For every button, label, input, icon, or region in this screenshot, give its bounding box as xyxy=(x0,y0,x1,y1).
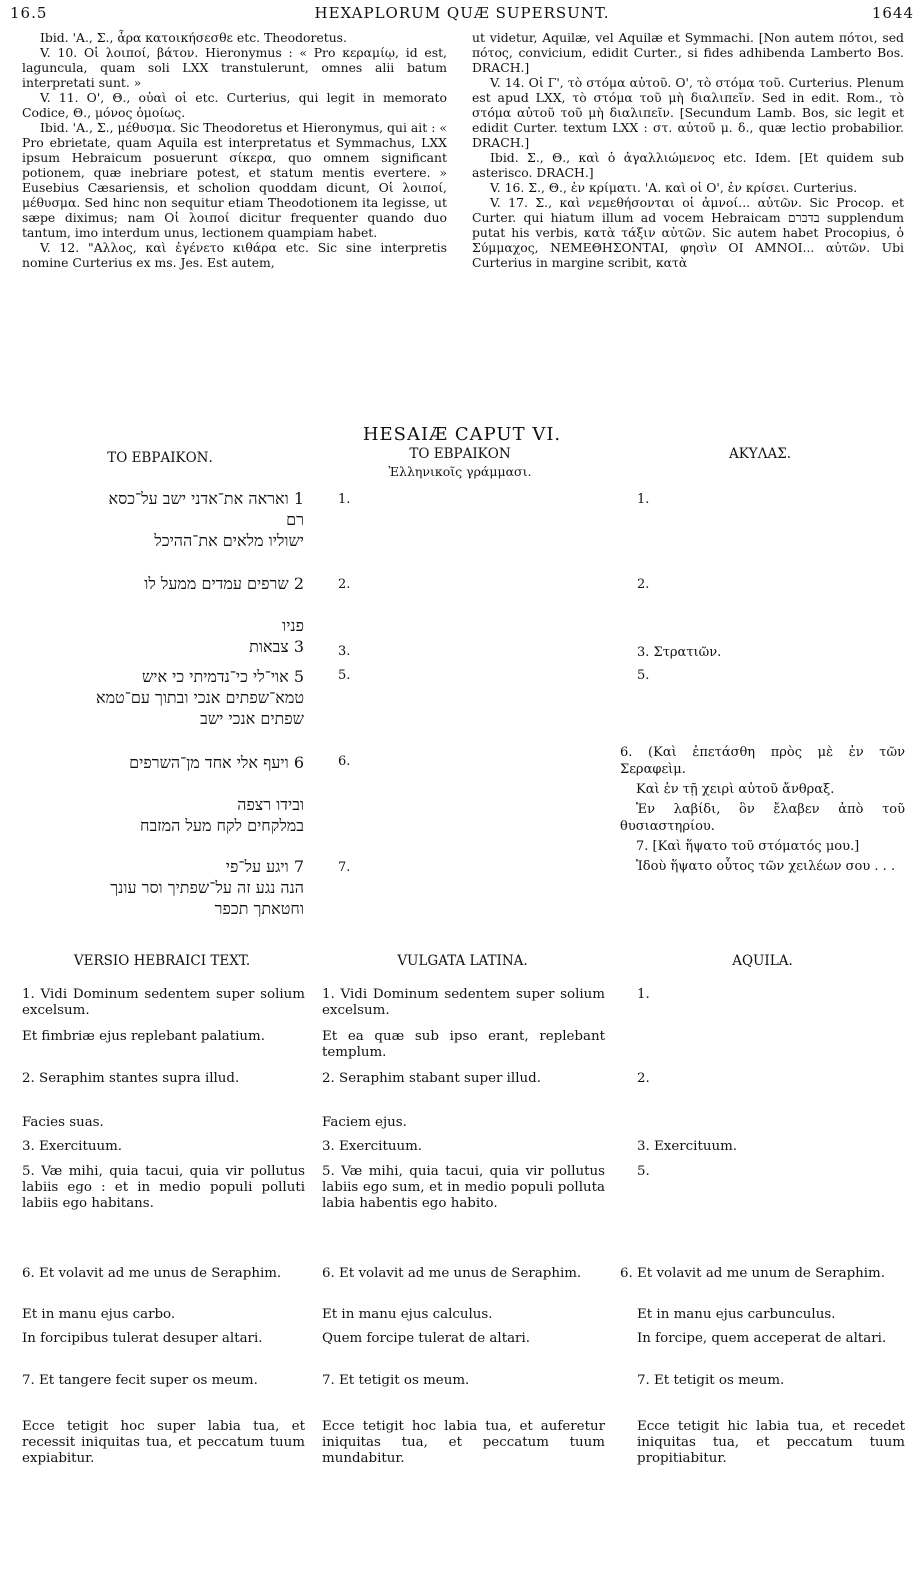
note-paragraph: Ibid. 'Α., Σ., μέθυσμα. Sic Theodoretus et Hieronymus, qui ait : « Pro ebrietate, quam Aquila est interpretatus et Symmachus, LXX ipsum Hebraicum posuerunt σίκερα, quo omnem significant potionem, quæ inebriare potest, et statum mentis evertere. » Eusebius Cæsariensis, et scholion quoddam dicunt, Οἱ λοιποί, μέθυσμα. Sed hinc non sequitur etiam Theodotionem ita legisse, ut sæpe diximus; nam Οἱ λοιποί dicitur frequenter quando duo tantum, imo interdum unus, lectionem quampiam habet. xyxy=(22,120,447,240)
hebrew-line: 3 צבאות xyxy=(249,637,304,656)
notes-column-right xyxy=(472,30,904,270)
hebrew-line: ישוליו מלאים את־ההיכל xyxy=(154,531,304,550)
vulgata-verse-2b: Faciem ejus. xyxy=(322,1115,407,1130)
hebrew-line: במלקחים לקח מעל המזבח xyxy=(139,816,304,835)
aquila-latin-verse-3: 3. Exercituum. xyxy=(637,1139,738,1154)
translit-verse-number: 3. xyxy=(338,644,351,659)
aquila-latin-verse-7b: Ecce tetigit hic labia tua, et recedet iniquitas tua, et peccatum tuum propitiabitur. xyxy=(637,1419,905,1466)
hebrew-verse-5 xyxy=(4,666,304,729)
versio-verse-5: 5. Væ mihi, quia tacui, quia vir pollutus labiis ego : et in medio populi polluti labiis ego habitans. xyxy=(22,1164,305,1211)
versio-verse-1b: Et fimbriæ ejus replebant palatium. xyxy=(22,1029,265,1044)
aquila-latin-verse-6b: Et in manu ejus carbunculus. xyxy=(637,1307,836,1322)
page-title: HEXAPLORUM QUÆ SUPERSUNT. xyxy=(314,4,610,22)
hebrew-verse-7 xyxy=(4,856,304,919)
versio-verse-6c: In forcipibus tulerat desuper altari. xyxy=(22,1331,263,1346)
hebrew-verse-2 xyxy=(4,573,304,594)
versio-verse-2b: Facies suas. xyxy=(22,1115,104,1130)
versio-verse-7b: Ecce tetigit hoc super labia tua, et recessit iniquitas tua, et peccatum tuum expiabitur. xyxy=(22,1419,305,1466)
aquila-verse-number: 1. xyxy=(637,492,650,507)
note-paragraph: V. 12. "Αλλος, καὶ ἐγένετο κιθάρα etc. Sic sine interpretis nomine Curterius ex ms. Jes. Est autem, xyxy=(22,240,447,270)
page-number-right: 1644 xyxy=(871,4,914,22)
aquila-line: Ἰδοὺ ἥψατο οὗτος τῶν χειλέων σου . . . xyxy=(636,859,896,874)
note-paragraph: V. 10. Οἱ λοιποί, βάτον. Hieronymus : « Pro κεραμίῳ, id est, lagunculа, quam soli LXX transtulerunt, omnes alii batum interpretati sunt. » xyxy=(22,45,447,90)
vulgata-verse-7: 7. Et tetigit os meum. xyxy=(322,1373,470,1388)
vulgata-verse-3: 3. Exercituum. xyxy=(322,1139,423,1154)
column-heading-versio: VERSIO HEBRAICI TEXT. xyxy=(73,953,251,969)
note-paragraph: V. 11. Ο', Θ., οὐαὶ οἱ etc. Curterius, qui legit in memorato Codice, Θ., μόνος ὁμοίως. xyxy=(22,90,447,120)
hebrew-line: רם xyxy=(286,510,304,529)
vulgata-verse-1: 1. Vidi Dominum sedentem super solium excelsum. xyxy=(322,987,605,1018)
column-heading-vulgata: VULGATA LATINA. xyxy=(397,953,528,969)
vulgata-verse-6b: Et in manu ejus calculus. xyxy=(322,1307,493,1322)
column-heading-aquila-greek: ΑΚΥΛΑΣ. xyxy=(728,446,792,462)
aquila-latin-verse-7: 7. Et tetigit os meum. xyxy=(637,1373,785,1388)
vulgata-verse-6c: Quem forcipe tulerat de altari. xyxy=(322,1331,530,1346)
column-heading-hebrew: ΤΟ ΕΒΡΑΙΚΟΝ. xyxy=(107,450,213,466)
notes-column-left xyxy=(22,30,447,270)
hebrew-verse-1 xyxy=(4,488,304,551)
aquila-line: Ἐν λαβίδι, ὃν ἔλαβεν ἀπὸ τοῦ θυσιαστηρίου. xyxy=(620,802,905,834)
hebrew-line: 1 ואראה את־אדני ישב על־כסא xyxy=(108,489,304,508)
aquila-line: 7. [Καὶ ἥψατο τοῦ στόματός μου.] xyxy=(636,839,860,854)
note-paragraph: V. 14. Οἱ Γ', τὸ στόμα αὐτοῦ. Ο', τὸ στόμα τοῦ. Curterius. Plenum est apud LXX, τὸ στόμα τοῦ μὴ διαλιπεῖν. Sed in edit. Rom., τὸ στόμα αὐτοῦ τοῦ μὴ διαλιπεῖν. [Secundum Lamb. Bos, sic legit et edidit Curter. textum LXX : στ. αὐτοῦ μ. δ., quæ lectio probabilior. DRACH.] xyxy=(472,75,904,150)
vulgata-verse-7b: Ecce tetigit hoc labia tua, et auferetur iniquitas tua, et peccatum tuum mundabitur. xyxy=(322,1419,605,1466)
vulgata-verse-6: 6. Et volavit ad me unus de Seraphim. xyxy=(322,1266,582,1281)
hebrew-line: 7 ויגע על־פי xyxy=(225,857,304,876)
versio-verse-1: 1. Vidi Dominum sedentem super solium excelsum. xyxy=(22,987,305,1018)
note-paragraph: V. 17. Σ., καὶ νεμεθήσονται οἱ ἀμνοί... αὐτῶν. Sic Procop. et Curter. qui hiatum illum ad vocem Hebraicam בדברם supplendum putat his verbis, κατὰ τάξιν αὐτῶν. Sic autem habet Procopius, ὁ Σύμμαχος, ΝΕΜΕΘΗΣΟΝΤΑΙ, φησὶν ΟΙ ΑΜΝΟΙ... αὐτῶν. Ubi Curterius in margine scribit, κατὰ xyxy=(472,195,904,270)
hebrew-line: 2 שרפים עמדים ממעל לו xyxy=(144,574,304,593)
translit-verse-number: 1. xyxy=(338,492,351,507)
hebrew-line: וחטאתך תכפר xyxy=(214,899,304,918)
hebrew-line: טמא־שפתים אנכי ובתוך עם־טמא xyxy=(95,688,304,707)
aquila-verses-6-7 xyxy=(620,744,905,878)
translit-verse-number: 5. xyxy=(338,668,351,683)
aquila-latin-verse-6c: In forcipe, quem acceperat de altari. xyxy=(637,1331,887,1346)
aquila-latin-verse-2: 2. xyxy=(637,1071,650,1086)
chapter-title: HESAIÆ CAPUT VI. xyxy=(362,424,562,445)
vulgata-verse-2: 2. Seraphim stabant super illud. xyxy=(322,1071,541,1086)
hebrew-line: 5 אוי־לי כי־נדמיתי כי איש xyxy=(141,667,304,686)
vulgata-verse-1b: Et ea quæ sub ipso erant, replebant templum. xyxy=(322,1029,605,1060)
column-heading-aquila-latin: AQUILA. xyxy=(732,953,793,969)
note-paragraph: Ibid. Σ., Θ., καὶ ὁ ἀγαλλιώμενος etc. Idem. [Et quidem sub asterisco. DRACH.] xyxy=(472,150,904,180)
hebrew-line: ובידו רצפה xyxy=(237,795,304,814)
translit-verse-number: 7. xyxy=(338,860,351,875)
aquila-latin-verse-1: 1. xyxy=(637,987,650,1002)
aquila-verse-5: 5. xyxy=(637,668,650,683)
hebrew-line: שפתים אנכי ישב xyxy=(200,709,304,728)
aquila-latin-verse-6: 6. Et volavit ad me unum de Seraphim. xyxy=(620,1266,886,1281)
note-paragraph: V. 16. Σ., Θ., ἐν κρίματι. 'Α. καὶ οἱ Ο', ἐν κρίσει. Curterius. xyxy=(490,180,858,195)
note-paragraph: ut videtur, Aquilæ, vel Aquilæ et Symmachi. [Non autem πότοι, sed πότος, convicium, edidit Curter., si fides adhibenda Lamberto Bos. DRACH.] xyxy=(472,30,904,75)
hebrew-line: 6 ויעף אלי אחד מן־השרפים xyxy=(129,753,304,772)
vulgata-verse-5: 5. Væ mihi, quia tacui, quia vir pollutus labiis ego sum, et in medio populi polluta labia habentis ego habito. xyxy=(322,1164,605,1211)
hebrew-verse-3 xyxy=(4,615,304,657)
running-head xyxy=(10,4,914,26)
versio-verse-3: 3. Exercituum. xyxy=(22,1139,123,1154)
versio-verse-2: 2. Seraphim stantes supra illud. xyxy=(22,1071,240,1086)
translit-verse-number: 2. xyxy=(338,577,351,592)
versio-verse-7: 7. Et tangere fecit super os meum. xyxy=(22,1373,258,1388)
versio-verse-6: 6. Et volavit ad me unus de Seraphim. xyxy=(22,1266,282,1281)
hebrew-line: הנה נגע זה על־שפתיך וסר עונך xyxy=(110,878,304,897)
column-heading-transliteration: ΤΟ ΕΒΡΑΙΚΟΝ xyxy=(409,446,511,462)
translit-verse-number: 6. xyxy=(338,754,351,769)
aquila-line: Καὶ ἐν τῇ χειρὶ αὐτοῦ ἄνθραξ. xyxy=(636,782,835,797)
note-paragraph: Ibid. 'Α., Σ., ἆρα κατοικήσεσθε etc. Theodoretus. xyxy=(40,30,347,45)
aquila-line: 6. (Καὶ ἐπετάσθη πρὸς μὲ ἐν τῶν Σεραφεὶμ. xyxy=(620,745,905,777)
hebrew-line: פניו xyxy=(282,616,304,635)
aquila-verse-3: 3. Στρατιῶν. xyxy=(637,645,722,660)
column-subheading-transliteration: Ἑλληνικοῖς γράμμασι. xyxy=(388,464,532,479)
aquila-verse-number: 2. xyxy=(637,577,650,592)
page-number-left: 16.5 xyxy=(10,4,48,22)
aquila-latin-verse-5: 5. xyxy=(637,1164,650,1179)
versio-verse-6b: Et in manu ejus carbo. xyxy=(22,1307,176,1322)
hebrew-verse-6 xyxy=(4,752,304,773)
hebrew-verse-6b xyxy=(4,794,304,836)
